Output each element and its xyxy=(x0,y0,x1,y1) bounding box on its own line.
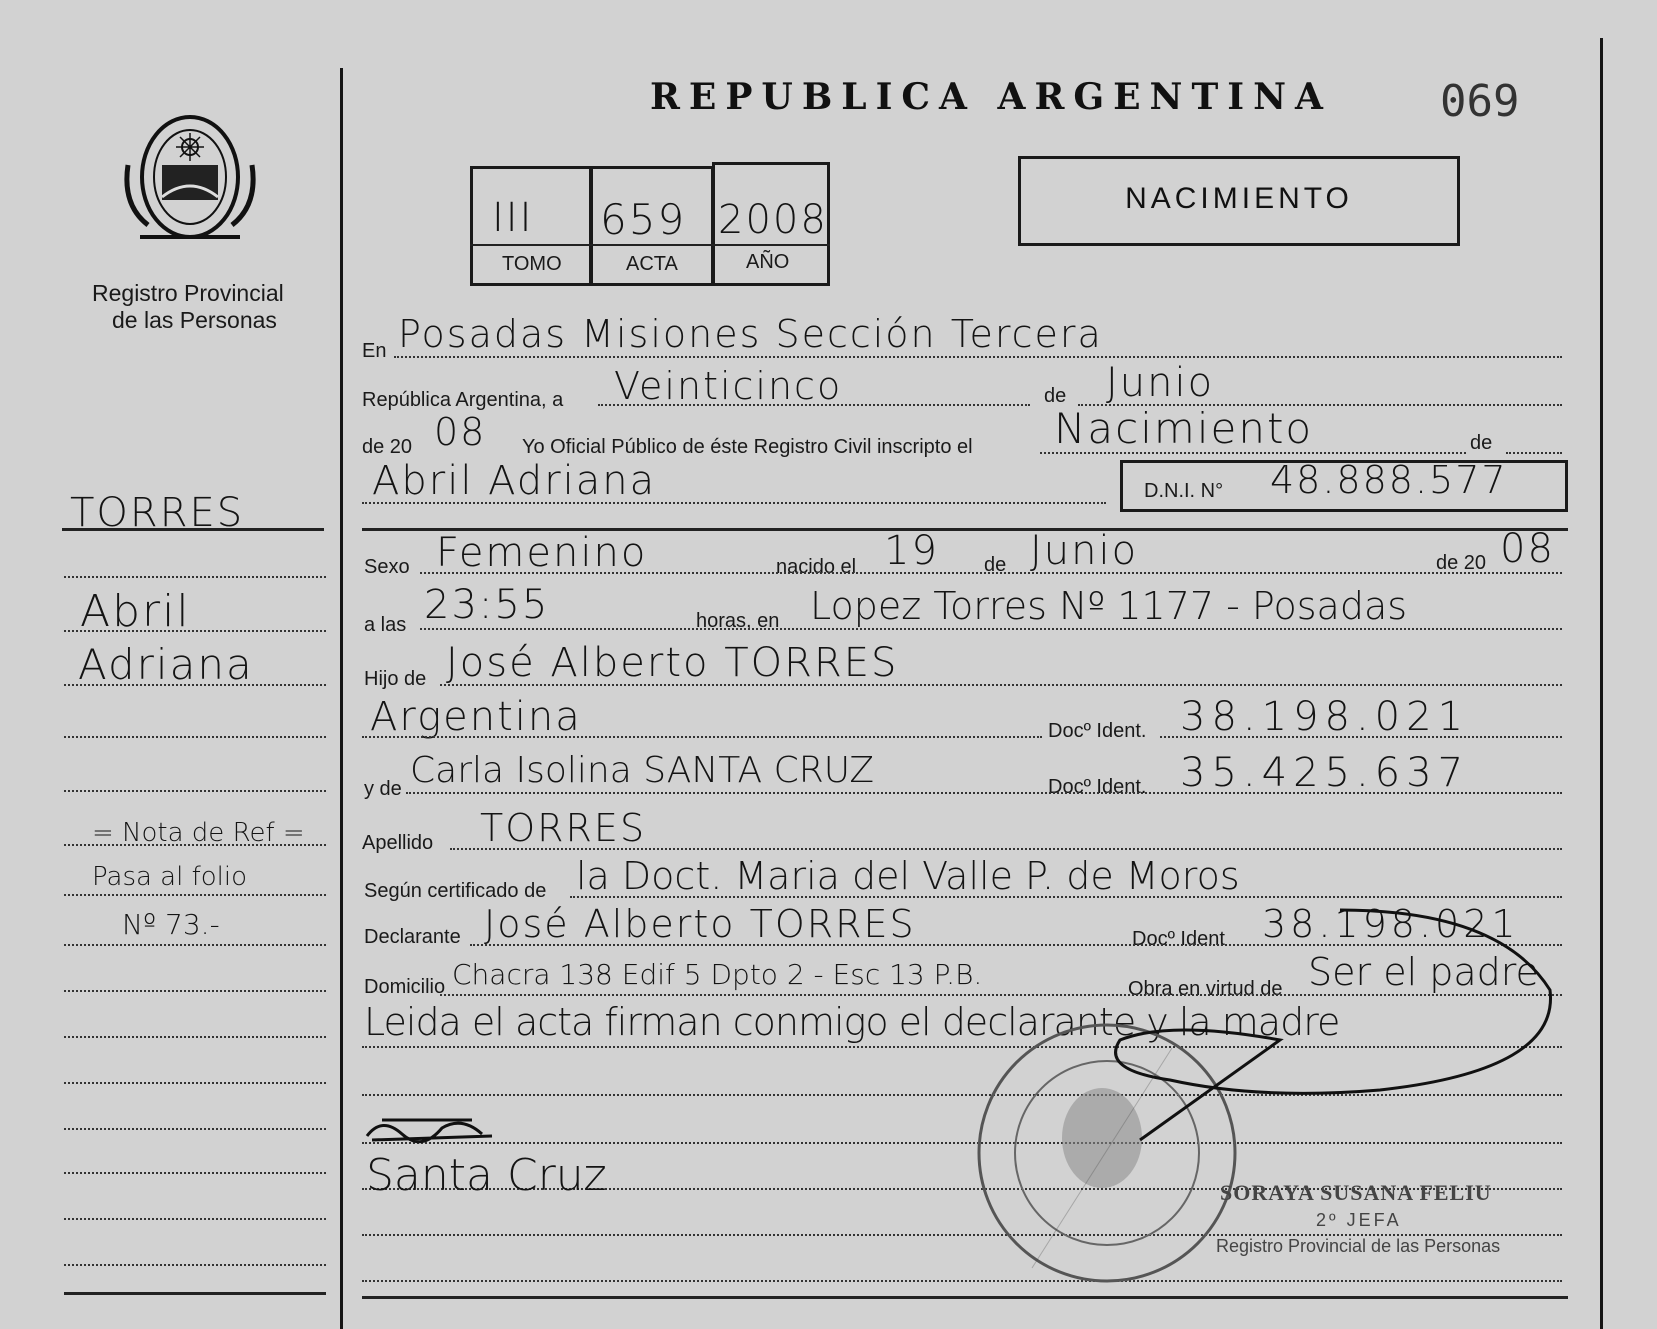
obra-value: Ser el padre xyxy=(1308,950,1539,994)
doc-ident-label-2: Docº Ident xyxy=(1132,928,1225,950)
sidebar-line xyxy=(64,1128,326,1130)
father-signature xyxy=(362,1106,502,1146)
en-label: En xyxy=(362,340,387,362)
de-label: de xyxy=(1044,385,1067,407)
line xyxy=(598,404,1030,406)
month: Junio xyxy=(1106,360,1215,406)
acta-value: 659 xyxy=(600,195,687,244)
birth-day: 19 xyxy=(884,528,939,574)
sidebar-line xyxy=(64,1218,326,1220)
official-org: Registro Provincial de las Personas xyxy=(1216,1236,1501,1256)
de-label-2: de xyxy=(1470,432,1493,454)
sidebar-note-3: Nº 73.- xyxy=(122,908,220,941)
tomo-label: TOMO xyxy=(502,253,562,275)
dni-label: D.N.I. N° xyxy=(1144,480,1224,502)
line xyxy=(406,792,1562,794)
declarante-label: Declarante xyxy=(364,926,461,948)
official-text: Yo Oficial Público de éste Registro Civil inscripto el xyxy=(522,436,973,458)
sidebar-line xyxy=(64,990,326,992)
sidebar-given-name-2: Adriana xyxy=(78,640,254,689)
official-signature xyxy=(1080,880,1560,1220)
sidebar-given-name-1: Abril xyxy=(80,586,191,637)
de-label-3: de xyxy=(984,554,1007,576)
birth-month: Junio xyxy=(1030,528,1139,574)
sidebar-line xyxy=(64,944,326,946)
domicilio-value: Chacra 138 Edif 5 Dpto 2 - Esc 13 P.B. xyxy=(452,958,983,991)
birth-place: Lopez Torres Nº 1177 - Posadas xyxy=(810,584,1408,628)
line xyxy=(1160,736,1562,738)
hijo-label: Hijo de xyxy=(364,668,427,690)
sidebar-line xyxy=(64,630,326,632)
folio-number: 069 xyxy=(1440,76,1520,127)
official-title: 2º JEFA xyxy=(1316,1210,1402,1230)
sidebar-note-1: = Nota de Ref = xyxy=(92,818,305,848)
sidebar-line xyxy=(64,736,326,738)
column-divider xyxy=(340,68,343,1329)
certificado-value: la Doct. Maria del Valle P. de Moros xyxy=(576,854,1240,898)
child-name: Abril Adriana xyxy=(372,458,657,504)
father-doc: 38.198.021 xyxy=(1180,694,1470,740)
anio-value: 2008 xyxy=(718,197,828,243)
anio-label: AÑO xyxy=(746,251,790,273)
line xyxy=(440,684,1562,686)
declarante-value: José Alberto TORRES xyxy=(484,902,916,946)
mother-doc: 35.425.637 xyxy=(1180,750,1470,796)
line xyxy=(420,572,1562,574)
event: Nacimiento xyxy=(1054,404,1314,453)
apellido-label: Apellido xyxy=(362,832,434,854)
reading-text: Leida el acta firman conmigo el declarante y la madre xyxy=(364,1000,1340,1044)
line xyxy=(394,356,1562,358)
sidebar-surname: TORRES xyxy=(70,490,245,536)
mother-signature: Santa Cruz xyxy=(366,1150,607,1201)
sidebar-note-2: Pasa al folio xyxy=(92,862,248,892)
nacido-label: nacido el xyxy=(776,556,857,578)
doc-ident-label: Docº Ident. xyxy=(1048,720,1147,742)
official-name: SORAYA SUSANA FELIU xyxy=(1220,1180,1492,1205)
dni-value: 48.888.577 xyxy=(1270,458,1508,502)
obra-label: Obra en virtud de xyxy=(1128,978,1283,1000)
line xyxy=(420,628,1562,630)
father-name: José Alberto TORRES xyxy=(446,640,899,686)
domicilio-label: Domicilio xyxy=(364,976,446,998)
mother-name: Carla Isolina SANTA CRUZ xyxy=(410,750,875,791)
sexo-label: Sexo xyxy=(364,556,410,578)
alas-label: a las xyxy=(364,614,407,636)
tomo-value: III xyxy=(492,195,534,241)
sidebar-line xyxy=(64,1264,326,1266)
provincial-seal xyxy=(120,105,260,255)
birth-time: 23:55 xyxy=(424,582,550,628)
line xyxy=(362,736,1042,738)
acta-label: ACTA xyxy=(626,253,678,275)
sidebar-line xyxy=(64,1036,326,1038)
place-value: Posadas Misiones Sección Tercera xyxy=(398,312,1103,356)
sidebar-line xyxy=(64,684,326,686)
yde-label: y de xyxy=(364,778,402,800)
sexo-value: Femenino xyxy=(436,530,648,576)
day-words: Veinticinco xyxy=(614,364,843,408)
year-suffix: 08 xyxy=(434,410,487,454)
sidebar-line xyxy=(64,1172,326,1174)
registry-name-2: de las Personas xyxy=(112,307,277,333)
line xyxy=(1040,452,1466,454)
bottom-rule xyxy=(362,1296,1568,1299)
sidebar-rule xyxy=(62,528,324,531)
certificado-label: Según certificado de xyxy=(364,880,547,902)
registry-name: Registro Provincial xyxy=(92,280,284,306)
sidebar-line xyxy=(64,1082,326,1084)
horas-label: horas, en xyxy=(696,610,780,632)
sidebar-line xyxy=(64,894,326,896)
right-border xyxy=(1600,38,1603,1329)
doc-ident-label-mother: Docº Ident. xyxy=(1048,776,1147,798)
republica-label: República Argentina, a xyxy=(362,389,564,411)
father-nationality: Argentina xyxy=(370,694,582,740)
box-divider xyxy=(470,244,830,246)
birth-year: 08 xyxy=(1500,526,1555,572)
line xyxy=(450,848,1562,850)
year-prefix: de 20 xyxy=(362,436,413,458)
country-title: REPUBLICA ARGENTINA xyxy=(650,76,1332,118)
declarante-doc: 38.198.021 xyxy=(1262,902,1520,946)
sidebar-bottom-rule xyxy=(64,1292,326,1295)
de-20-label: de 20 xyxy=(1436,552,1487,574)
line xyxy=(1506,452,1562,454)
record-type: NACIMIENTO xyxy=(1125,182,1353,215)
line xyxy=(362,502,1106,504)
sidebar-line xyxy=(64,844,326,846)
sidebar-line xyxy=(64,576,326,578)
line xyxy=(362,1280,1562,1282)
apellido-value: TORRES xyxy=(480,806,647,850)
sidebar-line xyxy=(64,790,326,792)
